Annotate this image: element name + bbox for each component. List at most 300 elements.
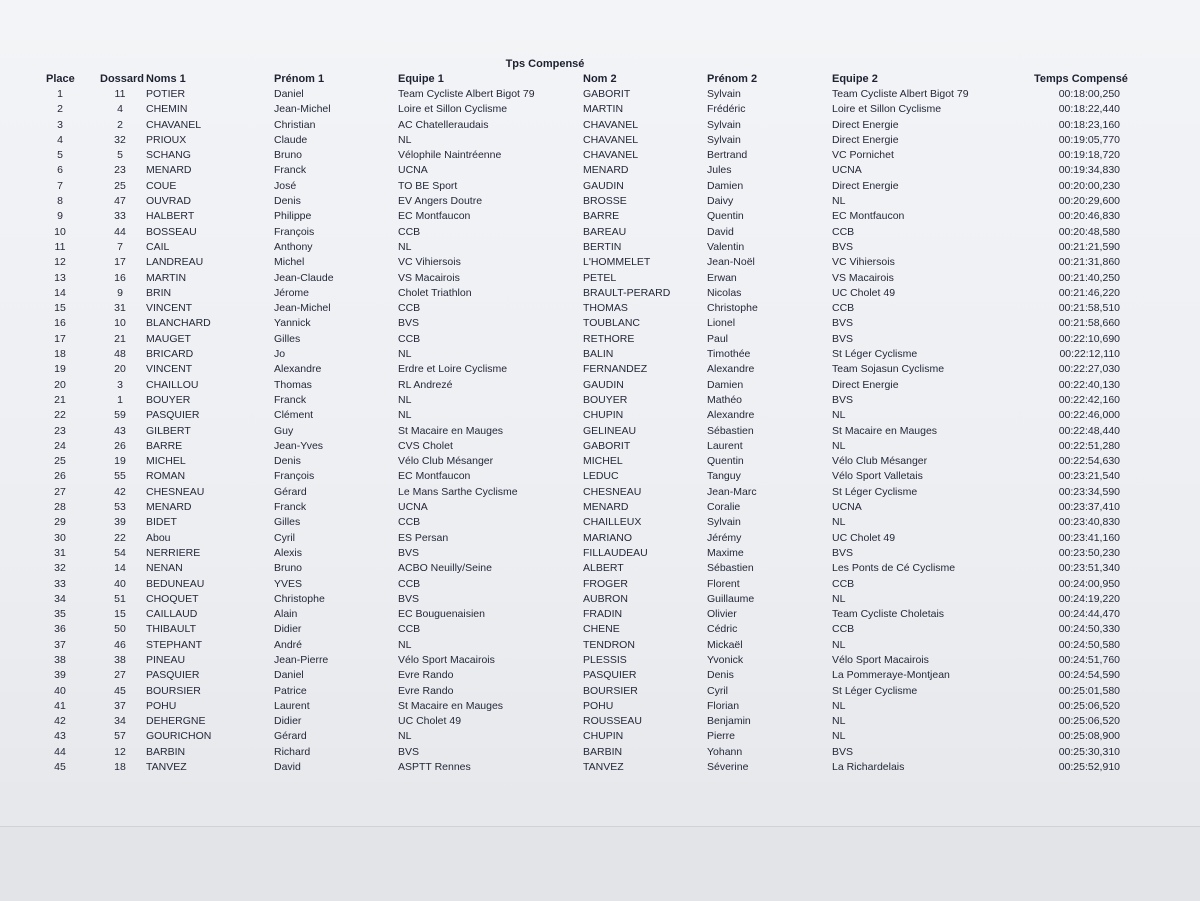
prenom2-cell: Lionel — [707, 317, 736, 330]
table-row — [0, 607, 1200, 622]
prenom2-cell: Alexandre — [707, 363, 755, 376]
temps-cell: 00:23:37,410 — [1058, 501, 1120, 514]
equipe1-cell: Vélo Club Mésanger — [398, 455, 494, 468]
table-row — [0, 362, 1200, 377]
nom2-cell: MARIANO — [583, 531, 633, 544]
table-row — [0, 286, 1200, 301]
table-row — [0, 118, 1200, 133]
table-row — [0, 454, 1200, 469]
equipe2-cell: La Pommeraye-Montjean — [832, 669, 950, 682]
temps-cell: 00:24:19,220 — [1058, 592, 1120, 605]
dossard-cell: 21 — [114, 332, 126, 345]
table-row — [0, 347, 1200, 362]
nom2-cell: CHAVANEL — [583, 118, 639, 131]
prenom2-cell: Sylvain — [707, 516, 741, 529]
dossard-cell: 40 — [114, 577, 126, 590]
prenom2-cell: Jean-Marc — [707, 485, 757, 498]
equipe2-cell: Vélo Sport Valletais — [832, 470, 923, 483]
nom1-cell: GILBERT — [146, 424, 191, 437]
dossard-cell: 43 — [114, 424, 126, 437]
header-temps: Temps Compensé — [1034, 73, 1128, 85]
prenom2-cell: Séverine — [707, 761, 749, 774]
table-row — [0, 209, 1200, 224]
nom1-cell: POHU — [146, 699, 177, 712]
prenom2-cell: Tanguy — [707, 470, 741, 483]
prenom1-cell: Jean-Claude — [274, 271, 334, 284]
nom1-cell: GOURICHON — [146, 730, 212, 743]
table-row — [0, 316, 1200, 331]
temps-cell: 00:20:00,230 — [1058, 179, 1120, 192]
place-cell: 16 — [54, 317, 66, 330]
temps-cell: 00:18:00,250 — [1058, 88, 1120, 100]
dossard-cell: 4 — [117, 103, 123, 116]
equipe2-cell: NL — [832, 715, 846, 728]
equipe2-cell: NL — [832, 730, 846, 743]
nom1-cell: POTIER — [146, 88, 186, 100]
equipe1-cell: CCB — [398, 225, 421, 238]
temps-cell: 00:23:21,540 — [1058, 470, 1120, 483]
temps-cell: 00:24:50,330 — [1058, 623, 1120, 636]
place-cell: 2 — [57, 103, 63, 116]
dossard-cell: 2 — [117, 118, 123, 131]
prenom1-cell: Gilles — [274, 516, 301, 529]
document-title: Tps Compensé — [505, 58, 585, 70]
place-cell: 25 — [54, 455, 66, 468]
equipe2-cell: Direct Energie — [832, 118, 899, 131]
equipe1-cell: NL — [398, 409, 412, 422]
equipe1-cell: BVS — [398, 546, 420, 559]
nom2-cell: THOMAS — [583, 302, 628, 315]
dossard-cell: 16 — [114, 271, 126, 284]
temps-cell: 00:23:34,590 — [1058, 485, 1120, 498]
temps-cell: 00:21:21,590 — [1058, 240, 1120, 253]
place-cell: 37 — [54, 638, 66, 651]
nom2-cell: TOUBLANC — [583, 317, 640, 330]
nom1-cell: BRIN — [146, 286, 172, 299]
equipe2-cell: BVS — [832, 332, 854, 345]
equipe1-cell: VC Vihiersois — [398, 256, 461, 269]
dossard-cell: 23 — [114, 164, 126, 177]
place-cell: 20 — [54, 378, 66, 391]
results-table — [0, 87, 1200, 775]
equipe2-cell: CCB — [832, 623, 855, 636]
prenom1-cell: Yannick — [274, 317, 311, 330]
dossard-cell: 20 — [114, 363, 126, 376]
nom2-cell: MARTIN — [583, 103, 624, 116]
equipe2-cell: Direct Energie — [832, 378, 899, 391]
prenom1-cell: Gérard — [274, 485, 307, 498]
equipe1-cell: UCNA — [398, 501, 428, 514]
nom2-cell: CHAILLEUX — [583, 516, 642, 529]
temps-cell: 00:25:30,310 — [1058, 745, 1120, 758]
place-cell: 34 — [54, 592, 66, 605]
place-cell: 12 — [54, 256, 66, 269]
nom2-cell: PASQUIER — [583, 669, 637, 682]
equipe1-cell: EC Montfaucon — [398, 210, 471, 223]
prenom2-cell: Benjamin — [707, 715, 751, 728]
dossard-cell: 38 — [114, 653, 126, 666]
nom1-cell: ROMAN — [146, 470, 186, 483]
table-row — [0, 179, 1200, 194]
prenom1-cell: David — [274, 761, 301, 774]
equipe1-cell: NL — [398, 638, 412, 651]
prenom1-cell: Franck — [274, 164, 307, 177]
equipe1-cell: CCB — [398, 623, 421, 636]
dossard-cell: 48 — [114, 348, 126, 361]
temps-cell: 00:22:51,280 — [1058, 439, 1120, 452]
header-nom1: Noms 1 — [146, 73, 186, 85]
table-row — [0, 332, 1200, 347]
place-cell: 10 — [54, 225, 66, 238]
prenom2-cell: Florian — [707, 699, 740, 712]
dossard-cell: 26 — [114, 439, 126, 452]
nom2-cell: RETHORE — [583, 332, 635, 345]
place-cell: 15 — [54, 302, 66, 315]
table-row — [0, 87, 1200, 102]
equipe2-cell: BVS — [832, 393, 854, 406]
nom1-cell: LANDREAU — [146, 256, 204, 269]
equipe2-cell: NL — [832, 409, 846, 422]
nom1-cell: NERRIERE — [146, 546, 201, 559]
temps-cell: 00:25:08,900 — [1058, 730, 1120, 743]
equipe1-cell: EV Angers Doutre — [398, 195, 483, 208]
place-cell: 26 — [54, 470, 66, 483]
nom1-cell: MENARD — [146, 164, 192, 177]
equipe1-cell: NL — [398, 730, 412, 743]
equipe2-cell: Direct Energie — [832, 133, 899, 146]
table-row — [0, 271, 1200, 286]
nom1-cell: Abou — [146, 531, 171, 544]
equipe1-cell: UC Cholet 49 — [398, 715, 462, 728]
equipe2-cell: CCB — [832, 302, 855, 315]
nom1-cell: COUE — [146, 179, 177, 192]
nom2-cell: POHU — [583, 699, 614, 712]
prenom1-cell: Jean-Pierre — [274, 653, 329, 666]
nom1-cell: BEDUNEAU — [146, 577, 205, 590]
temps-cell: 00:24:50,580 — [1058, 638, 1120, 651]
nom1-cell: MARTIN — [146, 271, 187, 284]
nom2-cell: MICHEL — [583, 455, 623, 468]
prenom2-cell: Pierre — [707, 730, 736, 743]
header-dossard: Dossard — [100, 73, 145, 85]
dossard-cell: 19 — [114, 455, 126, 468]
header-nom2: Nom 2 — [583, 73, 617, 85]
temps-cell: 00:24:54,590 — [1058, 669, 1120, 682]
temps-cell: 00:23:51,340 — [1058, 562, 1120, 575]
dossard-cell: 17 — [114, 256, 126, 269]
nom1-cell: OUVRAD — [146, 195, 191, 208]
dossard-cell: 37 — [114, 699, 126, 712]
equipe1-cell: Team Cycliste Albert Bigot 79 — [398, 88, 535, 100]
header-prenom1: Prénom 1 — [274, 73, 325, 85]
temps-cell: 00:20:29,600 — [1058, 195, 1120, 208]
table-row — [0, 301, 1200, 316]
table-row — [0, 163, 1200, 178]
equipe1-cell: UCNA — [398, 164, 428, 177]
prenom1-cell: José — [274, 179, 297, 192]
place-cell: 40 — [54, 684, 66, 697]
temps-cell: 00:18:23,160 — [1058, 118, 1120, 131]
nom2-cell: PLESSIS — [583, 653, 627, 666]
table-row — [0, 546, 1200, 561]
nom2-cell: FILLAUDEAU — [583, 546, 648, 559]
dossard-cell: 39 — [114, 516, 126, 529]
prenom1-cell: Philippe — [274, 210, 312, 223]
place-cell: 35 — [54, 608, 66, 621]
place-cell: 24 — [54, 439, 66, 452]
prenom2-cell: Nicolas — [707, 286, 742, 299]
nom2-cell: CHENE — [583, 623, 620, 636]
equipe2-cell: Team Sojasun Cyclisme — [832, 363, 945, 376]
equipe2-cell: Team Cycliste Albert Bigot 79 — [832, 88, 969, 100]
nom1-cell: BARRE — [146, 439, 183, 452]
equipe2-cell: BVS — [832, 240, 854, 253]
dossard-cell: 7 — [117, 240, 123, 253]
paper-fold — [0, 826, 1200, 901]
dossard-cell: 12 — [114, 745, 126, 758]
equipe1-cell: CCB — [398, 332, 421, 345]
prenom1-cell: Jo — [274, 348, 286, 361]
place-cell: 45 — [54, 761, 66, 774]
nom2-cell: CHAVANEL — [583, 149, 639, 162]
header-equipe2: Equipe 2 — [832, 73, 878, 85]
equipe1-cell: Loire et Sillon Cyclisme — [398, 103, 508, 116]
dossard-cell: 14 — [114, 562, 126, 575]
equipe2-cell: Direct Energie — [832, 179, 899, 192]
temps-cell: 00:22:12,110 — [1059, 348, 1120, 361]
temps-cell: 00:25:06,520 — [1058, 715, 1120, 728]
temps-cell: 00:23:50,230 — [1058, 546, 1120, 559]
temps-cell: 00:19:05,770 — [1058, 133, 1120, 146]
equipe2-cell: NL — [832, 638, 846, 651]
table-row — [0, 714, 1200, 729]
prenom2-cell: Daivy — [707, 195, 734, 208]
nom1-cell: MAUGET — [146, 332, 191, 345]
nom2-cell: CHESNEAU — [583, 485, 642, 498]
table-row — [0, 515, 1200, 530]
prenom2-cell: Jérémy — [707, 531, 742, 544]
temps-cell: 00:21:58,510 — [1058, 302, 1120, 315]
temps-cell: 00:21:40,250 — [1058, 271, 1120, 284]
place-cell: 42 — [54, 715, 66, 728]
prenom2-cell: Sylvain — [707, 88, 741, 100]
prenom2-cell: Jean-Noël — [707, 256, 755, 269]
equipe1-cell: Vélophile Naintréenne — [398, 149, 502, 162]
equipe2-cell: BVS — [832, 317, 854, 330]
place-cell: 11 — [54, 240, 66, 253]
prenom1-cell: Laurent — [274, 699, 310, 712]
prenom1-cell: Gérard — [274, 730, 307, 743]
table-row — [0, 424, 1200, 439]
dossard-cell: 42 — [114, 485, 126, 498]
dossard-cell: 25 — [114, 179, 126, 192]
nom2-cell: L'HOMMELET — [583, 256, 651, 269]
prenom2-cell: Cédric — [707, 623, 738, 636]
equipe1-cell: EC Bouguenaisien — [398, 608, 485, 621]
place-cell: 13 — [54, 271, 66, 284]
dossard-cell: 57 — [114, 730, 126, 743]
prenom2-cell: Yohann — [707, 745, 743, 758]
prenom1-cell: Alexandre — [274, 363, 322, 376]
prenom2-cell: Jules — [707, 164, 732, 177]
temps-cell: 00:21:46,220 — [1058, 286, 1120, 299]
prenom1-cell: Claude — [274, 133, 308, 146]
equipe2-cell: EC Montfaucon — [832, 210, 905, 223]
equipe1-cell: TO BE Sport — [398, 179, 458, 192]
equipe1-cell: CCB — [398, 516, 421, 529]
temps-cell: 00:23:40,830 — [1058, 516, 1120, 529]
equipe1-cell: Erdre et Loire Cyclisme — [398, 363, 508, 376]
equipe2-cell: VC Pornichet — [832, 149, 894, 162]
equipe2-cell: VC Vihiersois — [832, 256, 895, 269]
table-row — [0, 148, 1200, 163]
place-cell: 28 — [54, 501, 66, 514]
nom1-cell: MICHEL — [146, 455, 186, 468]
temps-cell: 00:20:46,830 — [1058, 210, 1120, 223]
dossard-cell: 32 — [114, 133, 126, 146]
place-cell: 33 — [54, 577, 66, 590]
equipe1-cell: Evre Rando — [398, 684, 454, 697]
prenom2-cell: Bertrand — [707, 149, 748, 162]
table-row — [0, 102, 1200, 117]
dossard-cell: 3 — [117, 378, 123, 391]
nom2-cell: BOUYER — [583, 393, 628, 406]
prenom1-cell: Daniel — [274, 669, 304, 682]
place-cell: 6 — [57, 164, 63, 177]
table-row — [0, 622, 1200, 637]
header-prenom2: Prénom 2 — [707, 73, 758, 85]
nom1-cell: CHAILLOU — [146, 378, 199, 391]
prenom1-cell: Jean-Yves — [274, 439, 324, 452]
dossard-cell: 55 — [114, 470, 126, 483]
prenom2-cell: Christophe — [707, 302, 758, 315]
place-cell: 27 — [54, 485, 66, 498]
place-cell: 22 — [54, 409, 66, 422]
nom2-cell: GABORIT — [583, 439, 631, 452]
table-row — [0, 255, 1200, 270]
header-place: Place — [46, 73, 75, 85]
temps-cell: 00:18:22,440 — [1058, 103, 1120, 116]
nom1-cell: SCHANG — [146, 149, 191, 162]
prenom2-cell: Mickaël — [707, 638, 743, 651]
temps-cell: 00:22:54,630 — [1058, 455, 1120, 468]
nom1-cell: TANVEZ — [146, 761, 187, 774]
temps-cell: 00:25:06,520 — [1058, 699, 1120, 712]
prenom1-cell: Gilles — [274, 332, 301, 345]
nom1-cell: BOUYER — [146, 393, 191, 406]
table-row — [0, 638, 1200, 653]
nom1-cell: BIDET — [146, 516, 177, 529]
dossard-cell: 45 — [114, 684, 126, 697]
nom1-cell: PRIOUX — [146, 133, 187, 146]
table-row — [0, 393, 1200, 408]
equipe2-cell: Les Ponts de Cé Cyclisme — [832, 562, 956, 575]
dossard-cell: 51 — [114, 592, 126, 605]
place-cell: 18 — [54, 348, 66, 361]
table-row — [0, 592, 1200, 607]
equipe2-cell: UC Cholet 49 — [832, 531, 896, 544]
table-row — [0, 745, 1200, 760]
prenom1-cell: Anthony — [274, 240, 313, 253]
equipe1-cell: Cholet Triathlon — [398, 286, 472, 299]
equipe1-cell: NL — [398, 240, 412, 253]
prenom2-cell: Sylvain — [707, 133, 741, 146]
temps-cell: 00:22:10,690 — [1058, 332, 1120, 345]
equipe1-cell: ACBO Neuilly/Seine — [398, 562, 492, 575]
equipe2-cell: Vélo Sport Macairois — [832, 653, 929, 666]
equipe2-cell: La Richardelais — [832, 761, 905, 774]
nom2-cell: GELINEAU — [583, 424, 637, 437]
prenom1-cell: Bruno — [274, 149, 303, 162]
nom2-cell: BALIN — [583, 348, 614, 361]
nom2-cell: FROGER — [583, 577, 628, 590]
dossard-cell: 22 — [114, 531, 126, 544]
equipe2-cell: St Léger Cyclisme — [832, 684, 918, 697]
place-cell: 41 — [54, 699, 66, 712]
prenom2-cell: Erwan — [707, 271, 737, 284]
place-cell: 43 — [54, 730, 66, 743]
equipe2-cell: BVS — [832, 546, 854, 559]
prenom2-cell: Olivier — [707, 608, 737, 621]
equipe1-cell: BVS — [398, 317, 420, 330]
temps-cell: 00:24:00,950 — [1058, 577, 1120, 590]
table-row — [0, 194, 1200, 209]
dossard-cell: 31 — [114, 302, 126, 315]
prenom1-cell: Patrice — [274, 684, 307, 697]
place-cell: 36 — [54, 623, 66, 636]
prenom1-cell: Christophe — [274, 592, 325, 605]
nom1-cell: BLANCHARD — [146, 317, 211, 330]
prenom2-cell: Coralie — [707, 501, 741, 514]
nom2-cell: ROUSSEAU — [583, 715, 642, 728]
prenom1-cell: Franck — [274, 393, 307, 406]
table-row — [0, 729, 1200, 744]
dossard-cell: 11 — [114, 88, 126, 100]
prenom1-cell: Jérome — [274, 286, 310, 299]
prenom1-cell: Alain — [274, 608, 298, 621]
equipe1-cell: CVS Cholet — [398, 439, 453, 452]
prenom1-cell: Daniel — [274, 88, 304, 100]
place-cell: 23 — [54, 424, 66, 437]
equipe2-cell: Loire et Sillon Cyclisme — [832, 103, 942, 116]
equipe1-cell: AC Chatelleraudais — [398, 118, 489, 131]
equipe2-cell: NL — [832, 439, 846, 452]
nom1-cell: CHESNEAU — [146, 485, 205, 498]
dossard-cell: 59 — [114, 409, 126, 422]
nom2-cell: GAUDIN — [583, 179, 624, 192]
prenom2-cell: Paul — [707, 332, 729, 345]
place-cell: 38 — [54, 653, 66, 666]
place-cell: 5 — [57, 149, 63, 162]
table-row — [0, 760, 1200, 775]
nom2-cell: ALBERT — [583, 562, 624, 575]
place-cell: 4 — [57, 133, 63, 146]
equipe1-cell: St Macaire en Mauges — [398, 424, 504, 437]
prenom1-cell: Didier — [274, 623, 302, 636]
prenom1-cell: YVES — [274, 577, 303, 590]
equipe1-cell: VS Macairois — [398, 271, 460, 284]
place-cell: 1 — [57, 88, 63, 100]
nom1-cell: PASQUIER — [146, 409, 200, 422]
equipe2-cell: UC Cholet 49 — [832, 286, 896, 299]
table-row — [0, 133, 1200, 148]
nom1-cell: BOSSEAU — [146, 225, 197, 238]
prenom1-cell: Denis — [274, 195, 301, 208]
nom1-cell: VINCENT — [146, 302, 193, 315]
table-row — [0, 699, 1200, 714]
equipe2-cell: UCNA — [832, 501, 862, 514]
dossard-cell: 34 — [114, 715, 126, 728]
